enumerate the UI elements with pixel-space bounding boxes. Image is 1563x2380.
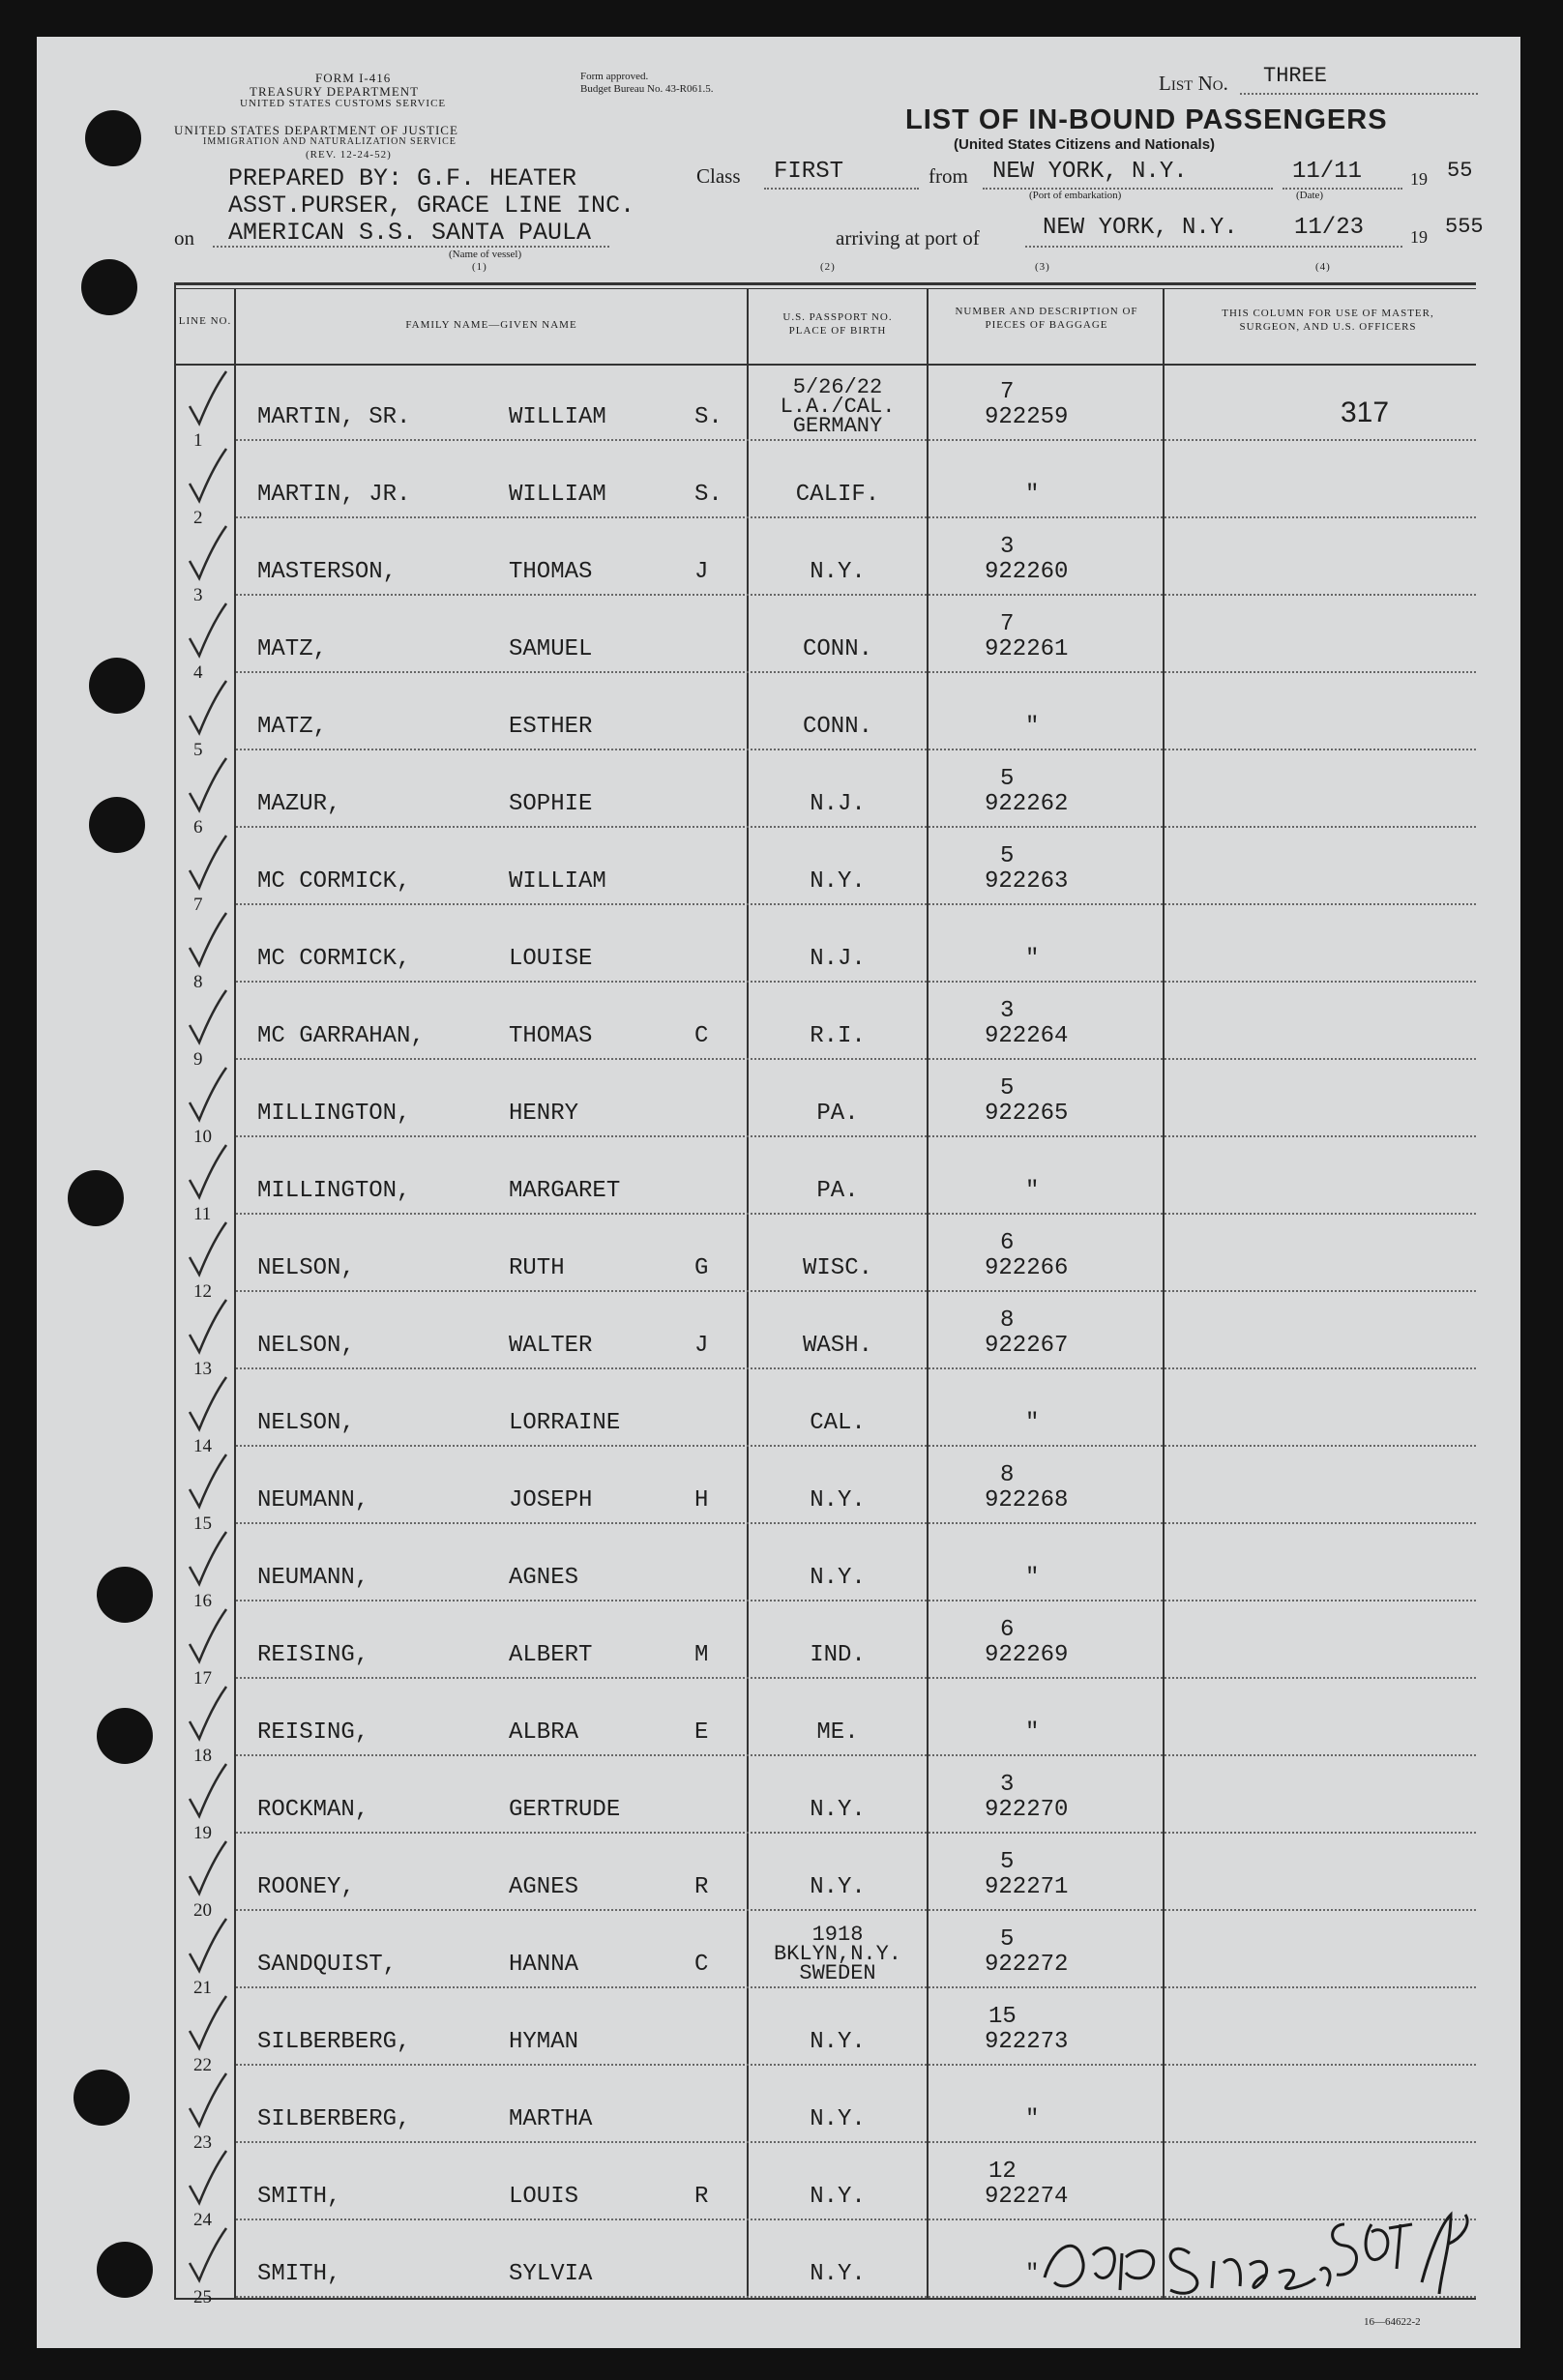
middle-initial: S.	[694, 482, 723, 508]
given-name: HANNA	[509, 1952, 579, 1978]
check-mark-icon	[184, 1992, 242, 2060]
pieces-count: 5	[1000, 843, 1015, 869]
line-number: 25	[193, 2287, 212, 2307]
table-row	[0, 1756, 1563, 1843]
birthplace: CALIF.	[795, 482, 880, 508]
baggage-tag: 922273	[985, 2029, 1069, 2055]
check-mark-icon	[184, 1064, 242, 1131]
middle-initial: R	[694, 1874, 709, 1900]
baggage-tag: "	[1025, 1178, 1040, 1204]
justice-dept: UNITED STATES DEPARTMENT OF JUSTICE	[174, 123, 458, 137]
table-top-rule-thin	[174, 288, 1476, 289]
baggage-tag: "	[1025, 714, 1040, 740]
pieces-count: 7	[1000, 611, 1015, 637]
check-mark-icon	[184, 1451, 242, 1518]
pieces-count: 7	[1000, 379, 1015, 405]
family-name: MILLINGTON,	[257, 1101, 411, 1127]
line-number: 8	[193, 972, 203, 992]
family-name: MATZ,	[257, 636, 328, 662]
line-number: 11	[193, 1204, 212, 1224]
given-name: AGNES	[509, 1874, 579, 1900]
middle-initial: J	[694, 559, 709, 585]
pieces-count: 3	[1000, 998, 1015, 1024]
family-name: SMITH,	[257, 2184, 341, 2210]
pieces-count: 8	[1000, 1308, 1015, 1334]
family-name: NELSON,	[257, 1410, 355, 1436]
line-number: 7	[193, 895, 203, 915]
table-row	[0, 1988, 1563, 2075]
embark-date: 11/11	[1292, 159, 1363, 185]
table-row	[0, 750, 1563, 837]
baggage-tag: 922267	[985, 1333, 1069, 1359]
table-row	[0, 364, 1563, 451]
list-no-label: List No.	[1159, 72, 1228, 95]
pieces-count: 12	[988, 2159, 1017, 2185]
pieces-count: 5	[1000, 1926, 1015, 1953]
birthplace: N.Y.	[810, 868, 866, 895]
table-row	[0, 1215, 1563, 1302]
check-mark-icon	[184, 832, 242, 899]
family-name: MASTERSON,	[257, 559, 398, 585]
family-name: MC GARRAHAN,	[257, 1023, 425, 1049]
baggage-tag: 922260	[985, 559, 1069, 585]
birthplace: N.Y.	[810, 1487, 866, 1513]
baggage-tag: "	[1025, 482, 1040, 508]
line-number: 24	[193, 2210, 212, 2230]
check-mark-icon	[184, 986, 242, 1054]
birthplace: N.J.	[810, 791, 866, 817]
birthplace: N.Y.	[810, 1874, 866, 1900]
birthplace: N.Y.	[810, 2184, 866, 2210]
family-name: REISING,	[257, 1642, 369, 1668]
family-name: MATZ,	[257, 714, 328, 740]
table-row	[0, 1292, 1563, 1379]
pieces-count: 3	[1000, 534, 1015, 560]
table-row	[0, 983, 1563, 1070]
form-number: FORM I-416	[315, 71, 392, 85]
vessel-underline	[213, 246, 609, 248]
arrival-date: 11/23	[1294, 215, 1365, 241]
check-mark-icon	[184, 677, 242, 745]
table-row	[0, 596, 1563, 683]
check-mark-icon	[184, 445, 242, 513]
middle-initial: J	[694, 1333, 709, 1359]
given-name: SAMUEL	[509, 636, 593, 662]
given-name: MARTHA	[509, 2106, 593, 2132]
line-number: 20	[193, 1900, 212, 1921]
caption-2: (2)	[820, 261, 836, 273]
col-header-officers: THIS COLUMN FOR USE OF MASTER, SURGEON, AND U.S. OFFICERS	[1222, 308, 1434, 333]
line-number: 23	[193, 2132, 212, 2153]
caption-3: (3)	[1035, 261, 1050, 273]
inspector-signature	[1025, 2186, 1480, 2311]
birthplace: N.Y.	[810, 1565, 866, 1591]
birthplace: WASH.	[802, 1333, 872, 1359]
middle-initial: C	[694, 1023, 709, 1049]
family-name: MILLINGTON,	[257, 1178, 411, 1204]
middle-initial: E	[694, 1719, 709, 1746]
birthplace: ME.	[816, 1719, 859, 1746]
table-row	[0, 1601, 1563, 1689]
line-number: 4	[193, 662, 203, 683]
middle-initial: S.	[694, 404, 723, 430]
given-name: SOPHIE	[509, 791, 593, 817]
family-name: NELSON,	[257, 1333, 355, 1359]
check-mark-icon	[184, 1141, 242, 1209]
check-mark-icon	[184, 1605, 242, 1673]
middle-initial: M	[694, 1642, 709, 1668]
vessel-caption: (Name of vessel)	[449, 249, 522, 260]
given-name: AGNES	[509, 1565, 579, 1591]
baggage-tag: 922259	[985, 404, 1069, 430]
middle-initial: H	[694, 1487, 709, 1513]
line-number: 1	[193, 430, 203, 451]
col-header-line-no: LINE NO.	[178, 315, 232, 327]
page-title: LIST OF IN-BOUND PASSENGERS	[905, 104, 1388, 135]
check-mark-icon	[184, 2224, 242, 2292]
family-name: SMITH,	[257, 2261, 341, 2287]
embark-underline	[983, 188, 1273, 190]
date-caption: (Date)	[1296, 190, 1324, 201]
birthplace: N.J.	[810, 946, 866, 972]
line-number: 22	[193, 2055, 212, 2075]
table-row	[0, 1834, 1563, 1921]
given-name: LORRAINE	[509, 1410, 621, 1436]
given-name: SYLVIA	[509, 2261, 593, 2287]
embark-caption: (Port of embarkation)	[1029, 190, 1122, 201]
line-number: 19	[193, 1823, 212, 1843]
baggage-tag: 922274	[985, 2184, 1069, 2210]
line-number: 15	[193, 1513, 212, 1534]
birthplace: CAL.	[810, 1410, 866, 1436]
family-name: NELSON,	[257, 1255, 355, 1281]
baggage-tag: 922265	[985, 1101, 1069, 1127]
col-header-baggage: NUMBER AND DESCRIPTION OF PIECES OF BAGGAGE	[955, 306, 1138, 331]
given-name: WALTER	[509, 1333, 593, 1359]
baggage-tag: 922266	[985, 1255, 1069, 1281]
revision: (REV. 12-24-52)	[306, 149, 392, 161]
check-mark-icon	[184, 1373, 242, 1441]
immigration-service: IMMIGRATION AND NATURALIZATION SERVICE	[203, 136, 457, 147]
officer-note: 317	[1341, 397, 1390, 428]
pieces-count: 6	[1000, 1230, 1015, 1256]
family-name: ROONEY,	[257, 1874, 355, 1900]
embark-port: NEW YORK, N.Y.	[992, 159, 1188, 185]
check-mark-icon	[184, 754, 242, 822]
budget-bureau: Budget Bureau No. 43-R061.5.	[580, 83, 714, 95]
family-name: SILBERBERG,	[257, 2029, 411, 2055]
baggage-tag: "	[1025, 2106, 1040, 2132]
birth-country: GERMANY	[792, 414, 883, 438]
embark-year: 55	[1447, 159, 1473, 183]
line-number: 5	[193, 740, 203, 760]
line-number: 18	[193, 1746, 212, 1766]
check-mark-icon	[184, 2070, 242, 2137]
birthplace: CONN.	[802, 714, 872, 740]
baggage-tag: 922270	[985, 1797, 1069, 1823]
baggage-tag: 922268	[985, 1487, 1069, 1513]
pieces-count: 6	[1000, 1617, 1015, 1643]
page-subtitle: (United States Citizens and Nationals)	[954, 136, 1216, 153]
given-name: MARGARET	[509, 1178, 621, 1204]
birthplace: N.Y.	[810, 1797, 866, 1823]
year-prefix-2: 19	[1410, 227, 1428, 247]
department: TREASURY DEPARTMENT	[250, 84, 420, 99]
birthplace: N.Y.	[810, 559, 866, 585]
col-header-name: FAMILY NAME—GIVEN NAME	[405, 319, 577, 331]
check-mark-icon	[184, 522, 242, 590]
family-name: MC CORMICK,	[257, 946, 411, 972]
table-row	[0, 1447, 1563, 1534]
given-name: LOUISE	[509, 946, 593, 972]
birthplace: PA.	[816, 1178, 859, 1204]
given-name: HYMAN	[509, 2029, 579, 2055]
table-row	[0, 441, 1563, 528]
check-mark-icon	[184, 1296, 242, 1364]
footer-code: 16—64622-2	[1364, 2316, 1421, 2328]
check-mark-icon	[184, 909, 242, 977]
birthplace: BKLYN,N.Y.	[773, 1942, 902, 1966]
prepared-by: PREPARED BY: G.F. HEATER	[228, 164, 577, 192]
middle-initial: C	[694, 1952, 709, 1978]
form-approved: Form approved.	[580, 71, 649, 82]
list-no: THREE	[1263, 64, 1328, 88]
check-mark-icon	[184, 1528, 242, 1596]
birthplace: CONN.	[802, 636, 872, 662]
table-row	[0, 518, 1563, 605]
table-row	[0, 1911, 1563, 1998]
line-number: 12	[193, 1281, 212, 1302]
family-name: MC CORMICK,	[257, 868, 411, 895]
caption-4: (4)	[1315, 261, 1331, 273]
birthplace: N.Y.	[810, 2106, 866, 2132]
birthplace: R.I.	[810, 1023, 866, 1049]
table-row	[0, 1137, 1563, 1224]
baggage-tag: 922263	[985, 868, 1069, 895]
given-name: ALBERT	[509, 1642, 593, 1668]
baggage-tag: 922264	[985, 1023, 1069, 1049]
col-header-passport: U.S. PASSPORT NO. PLACE OF BIRTH	[782, 311, 893, 337]
caption-1: (1)	[472, 261, 487, 273]
given-name: WILLIAM	[509, 404, 606, 430]
given-name: THOMAS	[509, 559, 593, 585]
line-number: 2	[193, 508, 203, 528]
pieces-count: 15	[988, 2004, 1017, 2030]
birth-date: 5/26/22	[792, 375, 883, 399]
given-name: JOSEPH	[509, 1487, 593, 1513]
arrival-port: NEW YORK, N.Y.	[1043, 215, 1238, 241]
check-mark-icon	[184, 600, 242, 667]
class-underline	[764, 188, 919, 190]
list-no-underline	[1240, 93, 1478, 95]
family-name: MAZUR,	[257, 791, 341, 817]
birthplace: WISC.	[802, 1255, 872, 1281]
year-prefix: 19	[1410, 169, 1428, 189]
baggage-tag: "	[1025, 1719, 1040, 1746]
table-row	[0, 1369, 1563, 1456]
family-name: MARTIN, SR.	[257, 404, 411, 430]
customs-service: UNITED STATES CUSTOMS SERVICE	[240, 98, 447, 109]
family-name: NEUMANN,	[257, 1487, 369, 1513]
baggage-tag: "	[1025, 1410, 1040, 1436]
line-number: 14	[193, 1436, 212, 1456]
given-name: WILLIAM	[509, 868, 606, 895]
baggage-tag: "	[1025, 946, 1040, 972]
birthplace: N.Y.	[810, 2029, 866, 2055]
line-number: 3	[193, 585, 203, 605]
check-mark-icon	[184, 367, 242, 435]
middle-initial: R	[694, 2184, 709, 2210]
pieces-count: 8	[1000, 1462, 1015, 1488]
table-row	[0, 828, 1563, 915]
arrival-year: 555	[1445, 215, 1484, 239]
birth-date: 1918	[811, 1923, 864, 1947]
arrival-underline	[1025, 246, 1402, 248]
given-name: LOUIS	[509, 2184, 579, 2210]
table-row	[0, 1524, 1563, 1611]
table-row	[0, 1060, 1563, 1147]
table-top-rule	[174, 282, 1476, 285]
birthplace: IND.	[810, 1642, 866, 1668]
table-row	[0, 1679, 1563, 1766]
table-row	[0, 905, 1563, 992]
given-name: ESTHER	[509, 714, 593, 740]
line-number: 16	[193, 1591, 212, 1611]
pieces-count: 5	[1000, 1849, 1015, 1875]
birthplace: L.A./CAL.	[780, 395, 896, 419]
binder-hole	[81, 259, 137, 315]
baggage-tag: 922269	[985, 1642, 1069, 1668]
on-label: on	[174, 226, 194, 250]
middle-initial: G	[694, 1255, 709, 1281]
baggage-tag: 922262	[985, 791, 1069, 817]
family-name: REISING,	[257, 1719, 369, 1746]
given-name: WILLIAM	[509, 482, 606, 508]
check-mark-icon	[184, 1837, 242, 1905]
check-mark-icon	[184, 2147, 242, 2215]
line-number: 21	[193, 1978, 212, 1998]
class-label: Class	[696, 164, 741, 188]
given-name: GERTRUDE	[509, 1797, 621, 1823]
family-name: SANDQUIST,	[257, 1952, 398, 1978]
vessel-name: AMERICAN S.S. SANTA PAULA	[228, 219, 592, 247]
arriving-label: arriving at port of	[836, 226, 980, 250]
from-label: from	[929, 164, 968, 188]
line-number: 17	[193, 1668, 212, 1689]
given-name: THOMAS	[509, 1023, 593, 1049]
given-name: ALBRA	[509, 1719, 579, 1746]
class-value: FIRST	[774, 159, 844, 185]
birthplace: N.Y.	[810, 2261, 866, 2287]
check-mark-icon	[184, 1915, 242, 1983]
line-number: 13	[193, 1359, 212, 1379]
birth-country: SWEDEN	[799, 1961, 876, 1985]
baggage-tag: 922271	[985, 1874, 1069, 1900]
purser-line: ASST.PURSER, GRACE LINE INC.	[228, 191, 635, 220]
baggage-tag: 922272	[985, 1952, 1069, 1978]
family-name: MARTIN, JR.	[257, 482, 411, 508]
check-mark-icon	[184, 1760, 242, 1828]
given-name: RUTH	[509, 1255, 565, 1281]
binder-hole	[85, 110, 141, 166]
given-name: HENRY	[509, 1101, 579, 1127]
baggage-tag: "	[1025, 1565, 1040, 1591]
table-row	[0, 673, 1563, 760]
check-mark-icon	[184, 1219, 242, 1286]
pieces-count: 3	[1000, 1772, 1015, 1798]
table-row	[0, 2066, 1563, 2153]
family-name: SILBERBERG,	[257, 2106, 411, 2132]
baggage-tag: 922261	[985, 636, 1069, 662]
check-mark-icon	[184, 1683, 242, 1750]
pieces-count: 5	[1000, 766, 1015, 792]
family-name: ROCKMAN,	[257, 1797, 369, 1823]
birthplace: PA.	[816, 1101, 859, 1127]
family-name: NEUMANN,	[257, 1565, 369, 1591]
line-number: 9	[193, 1049, 203, 1070]
line-number: 10	[193, 1127, 212, 1147]
line-number: 6	[193, 817, 203, 837]
pieces-count: 5	[1000, 1075, 1015, 1102]
baggage-tag: "	[1025, 2261, 1040, 2287]
